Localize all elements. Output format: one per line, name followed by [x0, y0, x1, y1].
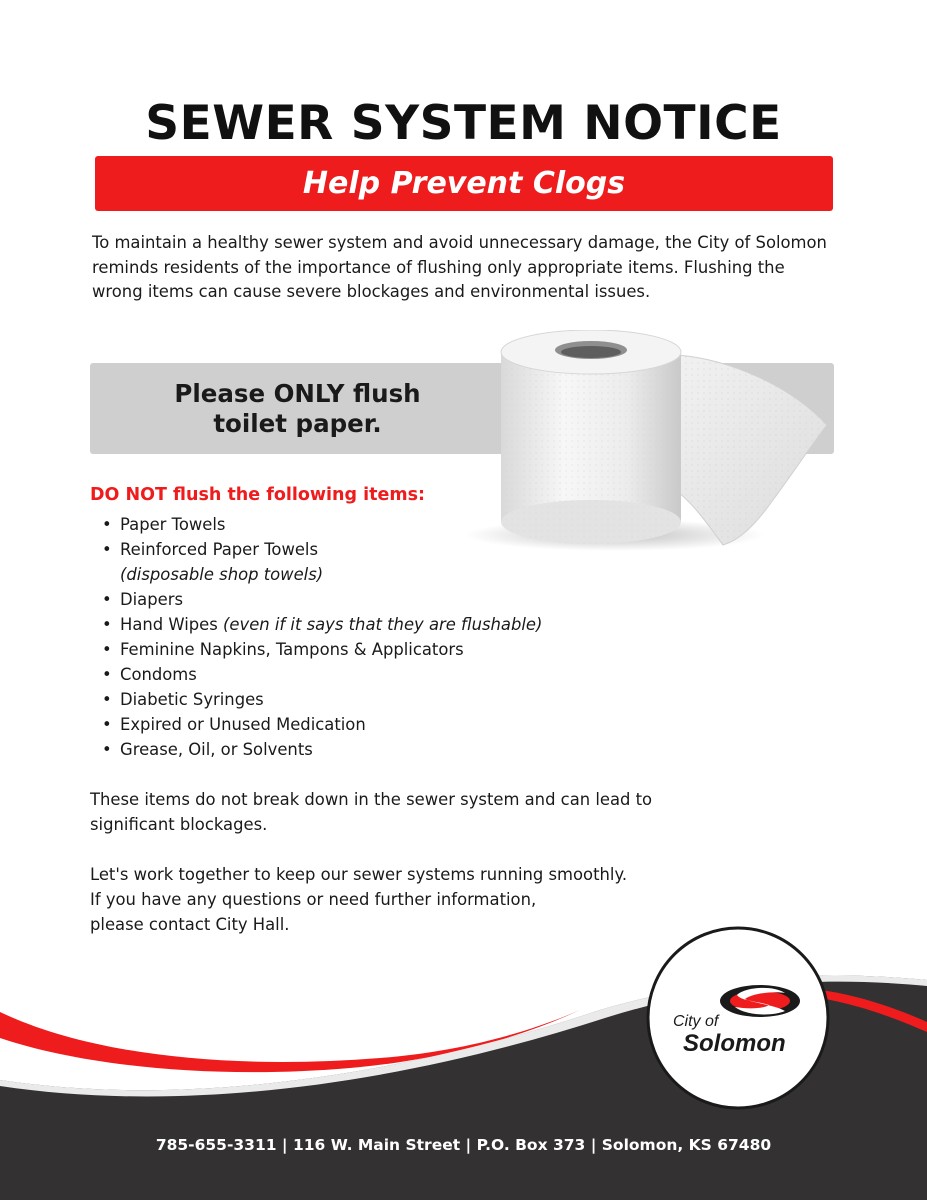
bullet-icon: • [102, 665, 112, 684]
bullet-icon: • [102, 615, 112, 634]
do-not-flush-item [98, 687, 542, 712]
do-not-flush-item [98, 587, 542, 612]
item-label: Diabetic Syringes [120, 690, 264, 709]
logo-line-2: Solomon [683, 1030, 786, 1057]
bullet-icon: • [102, 590, 112, 609]
do-not-flush-list [98, 512, 542, 762]
intro-paragraph: To maintain a healthy sewer system and avoid unnecessary damage, the City of Solomon reminds residents of the importance of flushing only appropriate items. Flushing the wrong items can cause severe blockages and environmental issues. [92, 233, 827, 301]
item-note: (even if it says that they are flushable) [223, 615, 543, 634]
notice-title: SEWER SYSTEM NOTICE [145, 96, 782, 151]
logo-line-1: City of [673, 1013, 719, 1030]
do-not-flush-item [98, 612, 542, 637]
do-not-flush-item [98, 512, 542, 537]
bullet-icon: • [102, 690, 112, 709]
footer-contact: 785-655-3311 | 116 W. Main Street | P.O. Box 373 | Solomon, KS 67480 [155, 1136, 772, 1154]
do-not-flush-item [98, 712, 542, 737]
bullet-icon: • [102, 540, 112, 559]
item-label: Paper Towels [120, 515, 226, 534]
subtitle-banner [95, 156, 833, 211]
item-label: Expired or Unused Medication [120, 715, 366, 734]
item-label: Hand Wipes [120, 615, 224, 634]
item-label: Condoms [120, 665, 197, 684]
item-label: Reinforced Paper Towels [120, 540, 319, 559]
bullet-icon: • [102, 715, 112, 734]
do-not-flush-item [98, 537, 542, 587]
solomon-s-icon [720, 985, 800, 1017]
do-not-flush-item [98, 637, 542, 662]
bullet-icon: • [102, 640, 112, 659]
city-of-solomon-logo [645, 925, 831, 1111]
only-flush-text: Please ONLY flush toilet paper. [174, 379, 421, 438]
do-not-flush-item [98, 662, 542, 687]
bullet-icon: • [102, 740, 112, 759]
item-subnote: (disposable shop towels) [120, 565, 324, 584]
closing-paragraph-1: These items do not break down in the sewer system and can lead to significant blockages. [90, 790, 653, 834]
item-label: Feminine Napkins, Tampons & Applicators [120, 640, 464, 659]
bullet-icon: • [102, 515, 112, 534]
do-not-flush-item [98, 737, 542, 762]
closing-paragraph-2: Let's work together to keep our sewer systems running smoothly. If you have any questions or need further information, please contact City Hall. [90, 865, 628, 934]
subtitle-banner-text: Help Prevent Clogs [302, 166, 626, 201]
item-label: Diapers [120, 590, 183, 609]
do-not-flush-heading: DO NOT flush the following items: [90, 485, 426, 505]
item-label: Grease, Oil, or Solvents [120, 740, 313, 759]
